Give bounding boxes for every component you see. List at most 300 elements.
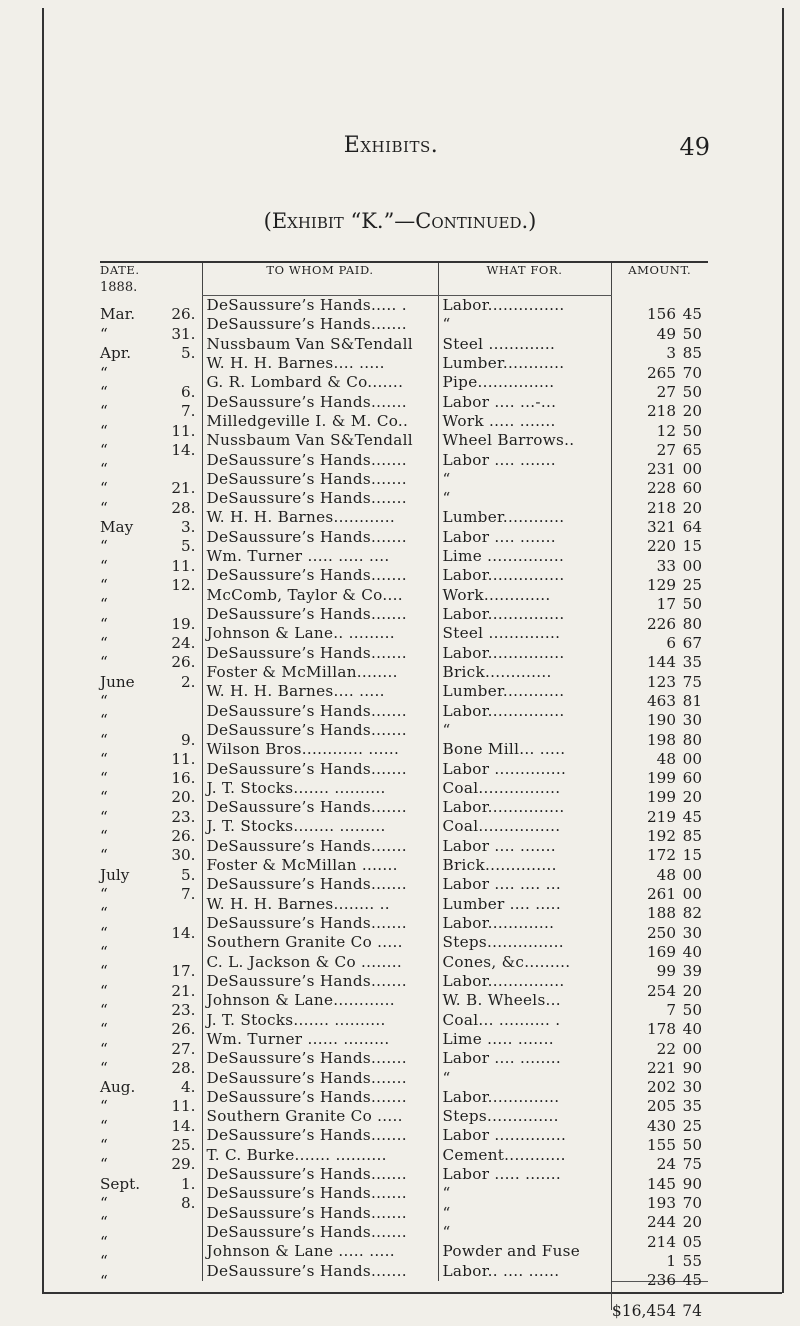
amount-cell [611, 431, 708, 459]
payee-cell: DeSaussure’s Hands....... [202, 489, 438, 508]
amount-dollars: 145 [647, 1174, 676, 1193]
purpose-cell: Labor............... [438, 605, 611, 624]
amount-cents: 81 [682, 691, 702, 710]
purpose-cell: Labor .... ....... [438, 451, 611, 470]
amount-cents: 30 [682, 1078, 702, 1097]
amount-cell [611, 953, 708, 981]
day: 23. [171, 1000, 196, 1019]
month: “ [100, 1000, 108, 1019]
date-cell [100, 779, 202, 807]
amount-cents: 90 [682, 1058, 702, 1077]
amount-cents: 65 [682, 440, 702, 459]
amount-dollars: 236 [647, 1271, 676, 1290]
month: “ [100, 614, 108, 633]
purpose-cell: Labor............... [438, 798, 611, 817]
amount-dollars: 231 [647, 460, 676, 479]
amount-cents: 50 [682, 382, 702, 401]
date-cell [100, 489, 202, 517]
date-cell [100, 837, 202, 865]
amount-cell [611, 1165, 708, 1193]
payee-cell: DeSaussure’s Hands....... [202, 1223, 438, 1242]
amount-cents: 45 [682, 305, 702, 324]
date-cell [100, 1069, 202, 1097]
purpose-cell: Labor............... [438, 296, 611, 316]
purpose-cell: Labor............... [438, 972, 611, 991]
purpose-cell: Labor ..... ....... [438, 1165, 611, 1184]
table-row [100, 586, 708, 605]
payee-cell: W. H. H. Barnes........ .. [202, 895, 438, 914]
amount-cell [611, 837, 708, 865]
amount-dollars: 33 [656, 556, 676, 575]
table-row [100, 547, 708, 566]
date-cell [100, 1165, 202, 1193]
exhibit-subtitle: (Exhibit “K.”—Continued.) [263, 209, 537, 233]
amount-dollars: 48 [656, 749, 676, 768]
amount-cell [611, 875, 708, 904]
table-row [100, 1146, 708, 1165]
amount-dollars: 129 [647, 576, 676, 595]
amount-cents: 00 [682, 1039, 702, 1058]
amount-cents: 15 [682, 537, 702, 556]
payee-cell: J. T. Stocks........ ......... [202, 817, 438, 836]
payee-cell: Johnson & Lane ..... ..... [202, 1242, 438, 1261]
date-cell [100, 721, 202, 749]
month: Apr. [100, 344, 132, 363]
month: “ [100, 1039, 108, 1058]
month: “ [100, 1097, 108, 1116]
table-body [100, 296, 708, 1320]
date-cell [100, 817, 202, 846]
payee-cell: Southern Granite Co ..... [202, 933, 438, 952]
day: 7. [181, 402, 196, 421]
amount-cell [611, 856, 708, 884]
payee-cell: J. T. Stocks....... .......... [202, 779, 438, 798]
amount-cents: 64 [682, 518, 702, 537]
date-cell [100, 682, 202, 710]
date-cell [100, 1223, 202, 1251]
amount-cents: 50 [682, 421, 702, 440]
table-row [100, 953, 708, 972]
month: “ [100, 691, 108, 710]
purpose-cell: Labor .... .... ... [438, 875, 611, 894]
amount-dollars: 99 [656, 962, 676, 981]
table-row [100, 373, 708, 392]
month: “ [100, 1020, 108, 1039]
day: 11. [171, 749, 196, 768]
amount-dollars: 219 [647, 807, 676, 826]
table-row [100, 779, 708, 798]
table-row [100, 817, 708, 836]
purpose-cell: W. B. Wheels... [438, 991, 611, 1010]
month: “ [100, 827, 108, 846]
amount-dollars: 178 [647, 1020, 676, 1039]
payee-cell: DeSaussure’s Hands....... [202, 914, 438, 933]
amount-cents: 40 [682, 942, 702, 961]
amount-cell [611, 566, 708, 595]
amount-cents: 50 [682, 1000, 702, 1019]
amount-dollars: 192 [647, 827, 676, 846]
purpose-cell: Coal................ [438, 817, 611, 836]
purpose-cell: Labor............... [438, 566, 611, 585]
amount-cell [611, 682, 708, 710]
header-what-for: WHAT FOR. [438, 262, 611, 296]
amount-cell [611, 508, 708, 537]
amount-cents: 80 [682, 614, 702, 633]
amount-cents: 70 [682, 1194, 702, 1213]
date-cell [100, 373, 202, 401]
day: 16. [171, 769, 196, 788]
amount-cents: 85 [682, 827, 702, 846]
table-row [100, 431, 708, 450]
date-cell [100, 972, 202, 1000]
amount-cell [611, 470, 708, 498]
date-cell [100, 1184, 202, 1213]
payee-cell: DeSaussure’s Hands....... [202, 875, 438, 894]
date-cell [100, 1030, 202, 1058]
total-spacer [202, 1281, 438, 1310]
purpose-cell: “ [438, 721, 611, 740]
month: “ [100, 846, 108, 865]
amount-dollars: 220 [647, 537, 676, 556]
purpose-cell: Work............. [438, 586, 611, 605]
table-row [100, 856, 708, 875]
payee-cell: Wm. Turner ..... ..... .... [202, 547, 438, 566]
amount-cents: 85 [682, 344, 702, 363]
month: “ [100, 807, 108, 826]
purpose-cell: “ [438, 1223, 611, 1242]
day: 11. [171, 556, 196, 575]
amount-cell [611, 315, 708, 343]
amount-cell [611, 798, 708, 826]
amount-cents: 70 [682, 363, 702, 382]
date-cell [100, 508, 202, 537]
purpose-cell: Labor .... ........ [438, 1049, 611, 1068]
amount-cell [611, 895, 708, 923]
amount-dollars: 169 [647, 942, 676, 961]
table-row [100, 1262, 708, 1282]
amount-cents: 50 [682, 1136, 702, 1155]
amount-dollars: 12 [656, 421, 676, 440]
amount-cents: 25 [682, 1116, 702, 1135]
amount-cell [611, 354, 708, 382]
amount-cents: 25 [682, 576, 702, 595]
date-cell [100, 354, 202, 382]
payee-cell: Nussbaum Van S&Tendall [202, 335, 438, 354]
amount-dollars: 199 [647, 769, 676, 788]
table-row [100, 393, 708, 412]
table-row [100, 1204, 708, 1223]
date-cell [100, 566, 202, 595]
amount-cents: 00 [682, 865, 702, 884]
date-cell [100, 586, 202, 614]
date-cell [100, 605, 202, 633]
payee-cell: DeSaussure’s Hands....... [202, 1069, 438, 1088]
header-amount: AMOUNT. [611, 262, 708, 296]
amount-cell [611, 779, 708, 807]
amount-cents: 60 [682, 769, 702, 788]
table-row [100, 1165, 708, 1184]
table-row [100, 875, 708, 894]
amount-cell [611, 740, 708, 768]
month: “ [100, 556, 108, 575]
date-cell [100, 296, 202, 324]
date-cell [100, 1242, 202, 1270]
table-row [100, 663, 708, 682]
month: “ [100, 537, 108, 556]
purpose-cell: Bone Mill... ..... [438, 740, 611, 759]
amount-cents: 50 [682, 324, 702, 343]
date-cell [100, 933, 202, 961]
day: 5. [181, 865, 196, 884]
purpose-cell: Labor............... [438, 644, 611, 663]
amount-cents: 55 [682, 1251, 702, 1270]
amount-dollars: 321 [647, 518, 676, 537]
table-row [100, 760, 708, 779]
day: 20. [171, 788, 196, 807]
purpose-cell: Lime ..... ....... [438, 1030, 611, 1049]
day: 31. [171, 324, 196, 343]
amount-dollars: 218 [647, 498, 676, 517]
date-cell [100, 528, 202, 556]
date-cell [100, 451, 202, 479]
payee-cell: W. H. H. Barnes............ [202, 508, 438, 527]
page-number: 49 [679, 133, 710, 161]
amount-dollars: 221 [647, 1058, 676, 1077]
amount-dollars: 214 [647, 1232, 676, 1251]
table-row [100, 508, 708, 527]
table-row [100, 489, 708, 508]
table-row [100, 335, 708, 354]
day: 17. [171, 962, 196, 981]
total-row [100, 1281, 708, 1310]
month: “ [100, 1155, 108, 1174]
table-row [100, 1126, 708, 1145]
date-cell [100, 1107, 202, 1135]
day: 12. [171, 576, 196, 595]
purpose-cell: Steel ............. [438, 335, 611, 354]
purpose-cell: Cones, &c......... [438, 953, 611, 972]
amount-dollars: 6 [666, 633, 676, 652]
amount-cents: 40 [682, 1020, 702, 1039]
payee-cell: Johnson & Lane.. ......... [202, 624, 438, 643]
purpose-cell: Brick.............. [438, 856, 611, 875]
amount-dollars: 48 [656, 865, 676, 884]
amount-cents: 00 [682, 460, 702, 479]
amount-cents: 35 [682, 653, 702, 672]
table-row [100, 972, 708, 991]
amount-dollars: 261 [647, 885, 676, 904]
day: 30. [171, 846, 196, 865]
month: “ [100, 653, 108, 672]
day: 14. [171, 923, 196, 942]
day: 23. [171, 807, 196, 826]
month: Sept. [100, 1174, 141, 1193]
amount-dollars: 3 [666, 344, 676, 363]
amount-cents: 75 [682, 672, 702, 691]
table-row [100, 315, 708, 334]
amount-dollars: 463 [647, 691, 676, 710]
payee-cell: DeSaussure’s Hands....... [202, 605, 438, 624]
amount-cell [611, 702, 708, 730]
date-cell [100, 547, 202, 575]
purpose-cell: Wheel Barrows.. [438, 431, 611, 450]
amount-cell [611, 451, 708, 479]
day: 6. [181, 382, 196, 401]
header-date [100, 262, 202, 296]
date-cell [100, 315, 202, 343]
date-cell [100, 335, 202, 363]
day: 26. [171, 653, 196, 672]
date-cell [100, 1262, 202, 1290]
date-cell [100, 856, 202, 884]
date-cell [100, 393, 202, 421]
payee-cell: DeSaussure’s Hands....... [202, 721, 438, 740]
table-row [100, 296, 708, 316]
purpose-cell: Labor .... ....... [438, 837, 611, 856]
month: “ [100, 421, 108, 440]
month: “ [100, 711, 108, 730]
purpose-cell: Coal................ [438, 779, 611, 798]
amount-cell [611, 1184, 708, 1213]
amount-cents: 15 [682, 846, 702, 865]
date-cell [100, 895, 202, 923]
purpose-cell: “ [438, 1069, 611, 1088]
amount-dollars: 193 [647, 1194, 676, 1213]
month: “ [100, 382, 108, 401]
payee-cell: Nussbaum Van S&Tendall [202, 431, 438, 450]
purpose-cell: Labor............. [438, 914, 611, 933]
table-row [100, 566, 708, 585]
table-row [100, 644, 708, 663]
month: Aug. [100, 1078, 136, 1097]
amount-cents: 67 [682, 633, 702, 652]
amount-dollars: 22 [656, 1039, 676, 1058]
month: “ [100, 1136, 108, 1155]
amount-cents: 30 [682, 923, 702, 942]
purpose-cell: Cement............ [438, 1146, 611, 1165]
amount-cents: 00 [682, 556, 702, 575]
amount-dollars: 190 [647, 711, 676, 730]
amount-cents: 05 [682, 1232, 702, 1251]
table-row [100, 528, 708, 547]
table-row [100, 451, 708, 470]
payee-cell: T. C. Burke....... .......... [202, 1146, 438, 1165]
payee-cell: DeSaussure’s Hands....... [202, 1262, 438, 1282]
purpose-cell: Steps.............. [438, 1107, 611, 1126]
purpose-cell: Coal... .......... . [438, 1011, 611, 1030]
month: “ [100, 1194, 108, 1213]
amount-cents: 80 [682, 730, 702, 749]
month: “ [100, 942, 108, 961]
amount-cents: 20 [682, 1213, 702, 1232]
payee-cell: DeSaussure’s Hands..... . [202, 296, 438, 316]
table-row [100, 354, 708, 373]
day: 11. [171, 1097, 196, 1116]
table-row [100, 1223, 708, 1242]
payee-cell: J. T. Stocks....... .......... [202, 1011, 438, 1030]
month: “ [100, 595, 108, 614]
amount-dollars: 1 [666, 1251, 676, 1270]
table-header-row [100, 262, 708, 296]
amount-cell [611, 1262, 708, 1290]
month: “ [100, 460, 108, 479]
day: 29. [171, 1155, 196, 1174]
total-amount [611, 1281, 708, 1320]
month: “ [100, 769, 108, 788]
table-row [100, 991, 708, 1010]
payee-cell: Southern Granite Co ..... [202, 1107, 438, 1126]
amount-cell [611, 1069, 708, 1097]
purpose-cell: “ [438, 1184, 611, 1203]
payee-cell: DeSaussure’s Hands....... [202, 528, 438, 547]
date-cell [100, 1049, 202, 1077]
amount-cents: 45 [682, 807, 702, 826]
payee-cell: W. H. H. Barnes.... ..... [202, 354, 438, 373]
purpose-cell: Pipe............... [438, 373, 611, 392]
payee-cell: DeSaussure’s Hands....... [202, 837, 438, 856]
payee-cell: Milledgeville I. & M. Co.. [202, 412, 438, 431]
date-cell [100, 953, 202, 981]
running-head [72, 133, 710, 163]
amount-dollars: 188 [647, 904, 676, 923]
amount-cell [611, 1011, 708, 1039]
table-row [100, 682, 708, 701]
date-cell [100, 644, 202, 672]
table-row [100, 837, 708, 856]
payee-cell: DeSaussure’s Hands....... [202, 451, 438, 470]
month: “ [100, 923, 108, 942]
payee-cell: DeSaussure’s Hands....... [202, 1184, 438, 1203]
month: “ [100, 1271, 108, 1290]
date-cell [100, 1011, 202, 1039]
day: 2. [181, 672, 196, 691]
payments-table [100, 261, 708, 1320]
amount-dollars: 205 [647, 1097, 676, 1116]
table-row [100, 1184, 708, 1203]
date-cell [100, 798, 202, 826]
table-row [100, 624, 708, 643]
purpose-cell: “ [438, 489, 611, 508]
purpose-cell: “ [438, 1204, 611, 1223]
amount-cell [611, 605, 708, 633]
date-cell [100, 914, 202, 942]
payee-cell: Foster & McMillan........ [202, 663, 438, 682]
day: 25. [171, 1136, 196, 1155]
month: “ [100, 885, 108, 904]
month: “ [100, 479, 108, 498]
amount-dollars: 202 [647, 1078, 676, 1097]
payee-cell: C. L. Jackson & Co ........ [202, 953, 438, 972]
table-row [100, 933, 708, 952]
day: 26. [171, 1020, 196, 1039]
date-cell [100, 1126, 202, 1155]
purpose-cell: Steel .............. [438, 624, 611, 643]
date-cell [100, 760, 202, 788]
amount-dollars: 27 [656, 382, 676, 401]
amount-dollars: 172 [647, 846, 676, 865]
date-cell [100, 1146, 202, 1174]
amount-dollars: 24 [656, 1155, 676, 1174]
payee-cell: DeSaussure’s Hands....... [202, 1165, 438, 1184]
day: 7. [181, 885, 196, 904]
amount-cents: 30 [682, 711, 702, 730]
amount-cents: 20 [682, 402, 702, 421]
month: “ [100, 749, 108, 768]
payee-cell: G. R. Lombard & Co....... [202, 373, 438, 392]
amount-cell [611, 1242, 708, 1270]
amount-cell [611, 1126, 708, 1155]
day: 3. [181, 518, 196, 537]
